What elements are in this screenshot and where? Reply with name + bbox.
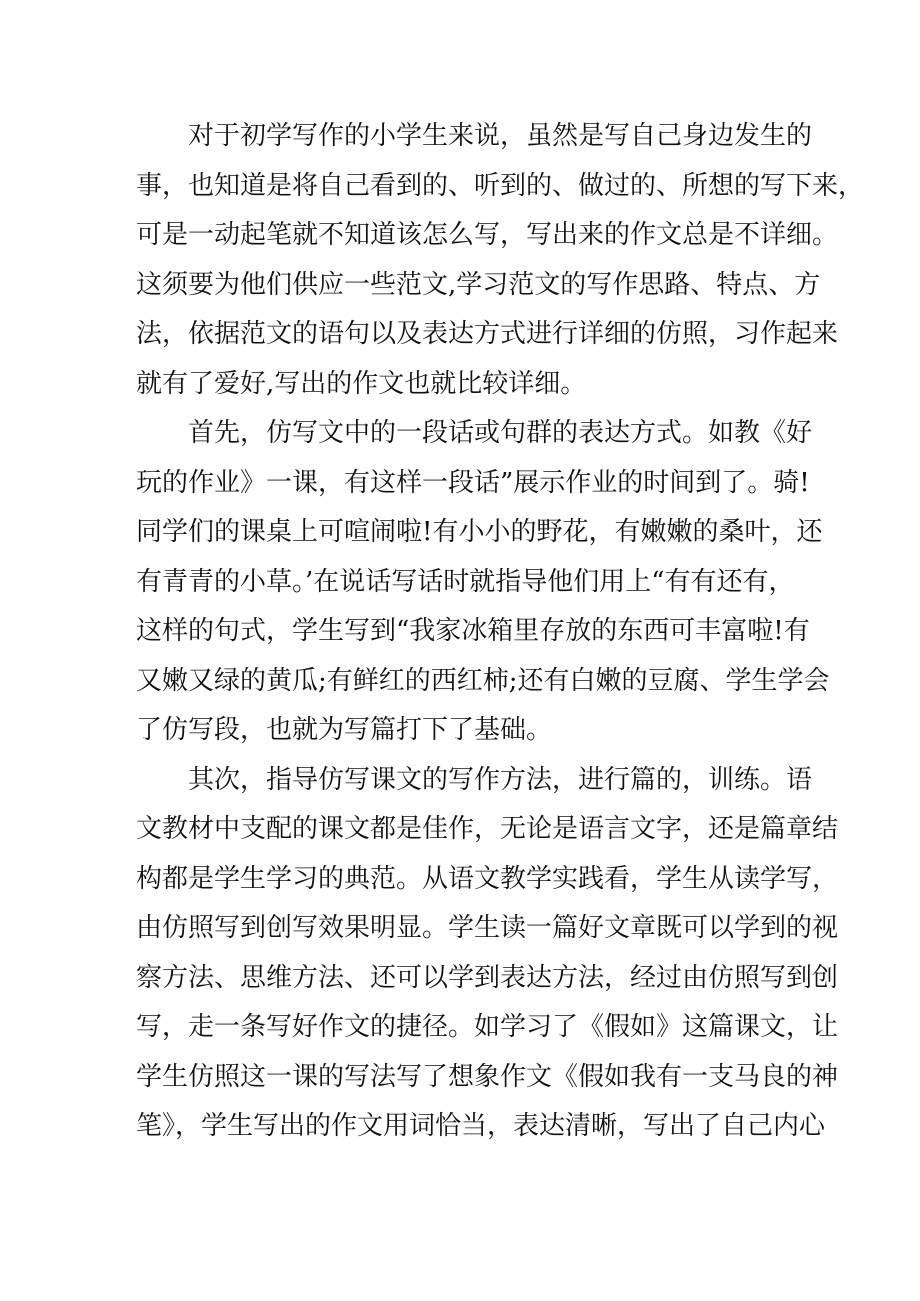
paragraph-2-line-6: 又嫩又绿的黄瓜;有鲜红的西红柿;还有白嫩的豆腐、学生学会 [136,665,830,696]
paragraph-3-line-5: 察方法、思维方法、还可以学到表达方法，经过由仿照写到创 [136,962,839,993]
paragraph-3-line-1: 其次，指导仿写课文的写作方法，进行篇的，训练。语 [188,764,813,795]
paragraph-3-line-6: 写，走一条写好作文的捷径。如学习了《假如》这篇课文，让 [136,1012,839,1042]
paragraph-2-line-4: 有青青的小草。’在说话写话时就指导他们用上“有有还有， [136,566,795,597]
paragraph-1-line-2: 事，也知道是将自己看到的、听到的、做过的、所想的写下来， [136,170,865,201]
paragraph-2-line-2: 玩的作业》一课，有这样一段话”展示作业的时间到了。骑! [136,467,810,498]
paragraph-1-line-5: 法，依据范文的语句以及表达方式进行详细的仿照，习作起来 [136,319,839,349]
document-body [136,112,865,1152]
paragraph-1-line-1: 对于初学写作的小学生来说，虽然是写自己身边发生的 [188,121,813,151]
paragraph-1-line-4: 这须要为他们供应一些范文,学习范文的写作思路、特点、方 [136,269,821,300]
paragraph-3-line-4: 由仿照写到创写效果明显。学生读一篇好文章既可以学到的视 [136,913,839,943]
paragraph-1-line-3: 可是一动起笔就不知道该怎么写，写出来的作文总是不详细。 [136,220,839,250]
paragraph-2-line-7: 了仿写段，也就为写篇打下了基础。 [136,715,553,745]
paragraph-3-line-7: 学生仿照这一课的写法写了想象作文《假如我有一支马良的神 [136,1061,839,1092]
paragraph-3-line-8: 笔》，学生写出的作文用词恰当，表达清晰，写出了自己内心 [136,1111,826,1141]
paragraph-2-line-5: 这样的句式，学生写到“我家冰箱里存放的东西可丰富啦!有 [136,616,810,646]
paragraph-2-line-1: 首先，仿写文中的一段话或句群的表达方式。如教《好 [188,418,813,448]
paragraph-2-line-3: 同学们的课桌上可喧闹啦!有小小的野花，有嫩嫩的桑叶，还 [136,517,823,547]
paragraph-3-line-3: 构都是学生学习的典范。从语文教学实践看，学生从读学写， [136,863,839,894]
paragraph-3-line-2: 文教材中支配的课文都是佳作，无论是语言文字，还是篇章结 [136,814,839,844]
paragraph-1-line-6: 就有了爱好,写出的作文也就比较详细。 [136,368,587,399]
